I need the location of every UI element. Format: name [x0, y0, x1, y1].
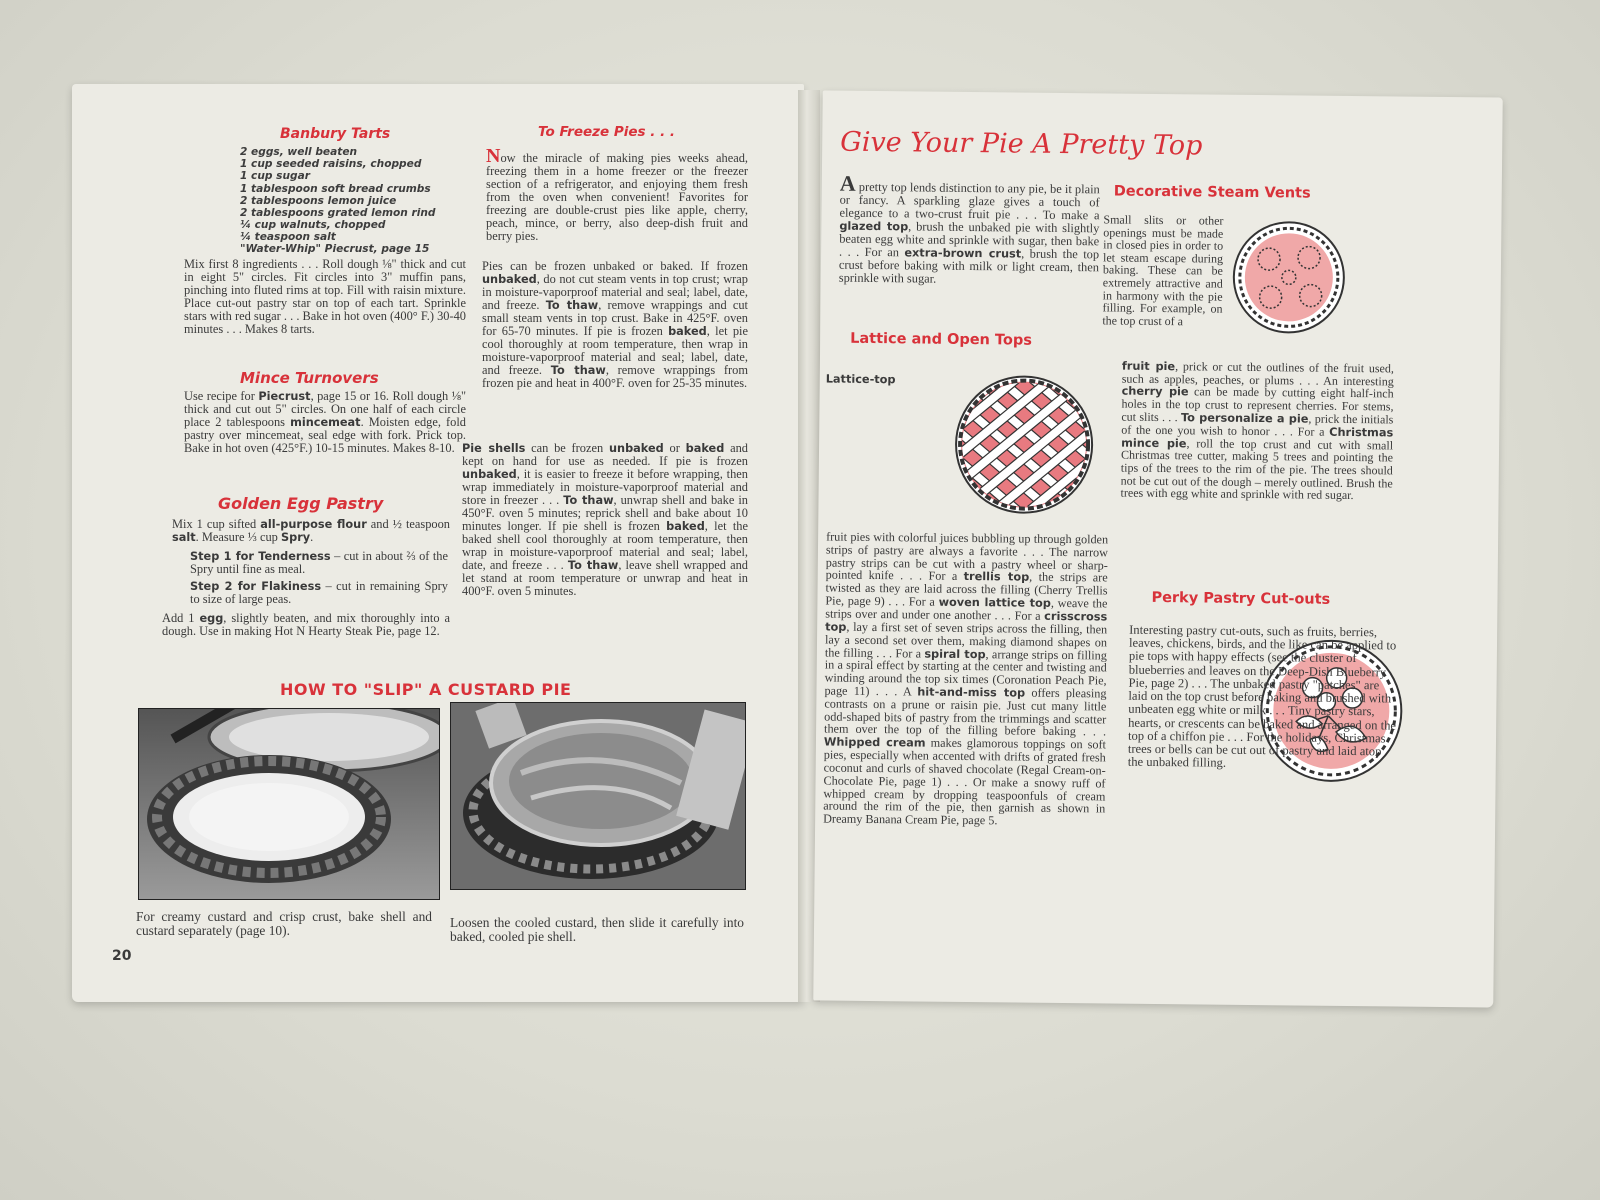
drop-cap-a: A [839, 170, 856, 196]
freeze-title: To Freeze Pies . . . [538, 124, 676, 140]
mince-title: Mince Turnovers [240, 369, 379, 387]
ingredient-item: 2 eggs, well beaten [240, 146, 358, 158]
ingredient-item: 1 tablespoon soft bread crumbs [240, 182, 431, 195]
ingredient-item: ¼ teaspoon salt [240, 231, 336, 244]
banbury-title: Banbury Tarts [280, 126, 391, 142]
right-page [813, 90, 1502, 1007]
ingredient-item: 2 tablespoons lemon juice [240, 194, 397, 207]
intro-text: A pretty top lends distinction to any pie, be it plain or fancy. A sparkling glaze gives a touch of elegance to a two-crust fruit pie . . . To make a glazed top, brush the unbaked pie with slightly beaten egg white and sprinkle with sugar, then bake . . . For an extra-brown crust, brush the top crust before baking with milk or light cream, then sprinkle with sugar. [838, 170, 1100, 286]
steam-title: Decorative Steam Vents [1113, 183, 1311, 202]
page-number: 20 [112, 948, 132, 964]
left-page [72, 84, 804, 1002]
drop-cap-n: N [486, 145, 501, 167]
lattice-title: Lattice and Open Tops [850, 330, 1032, 349]
ingredient-item: 1 cup seeded raisins, chopped [240, 158, 422, 171]
golden-step2: Step 2 for Flakiness – cut in remaining Spry to size of large peas. [190, 579, 448, 607]
freeze-para1: Now the miracle of making pies weeks ahead, freezing them in a home freezer or the freezer section of a refrigerator, and enjoying them fresh from the oven when convenient! Favorites for freezing are double-crust pies like apple, cherry, peach, mince, or berry, also deep-dish fruit and berry pies. [486, 145, 748, 244]
steam-vent-pie-icon [1230, 219, 1347, 336]
golden-add: Add 1 egg, slightly beaten, and mix thoroughly into a dough. Use in making Hot N Hearty Steak Pie, page 12. [162, 611, 450, 639]
custard-photo-1 [138, 708, 440, 900]
golden-title: Golden Egg Pastry [218, 494, 384, 513]
caption-2: Loosen the cooled custard, then slide it carefully into baked, cooled pie shell. [450, 915, 744, 945]
golden-intro: Mix 1 cup sifted all-purpose flour and ½ teaspoon salt. Measure ⅓ cup Spry. [172, 517, 450, 545]
freeze-para2: Pies can be frozen unbaked or baked. If frozen unbaked, do not cut steam vents in top crust; wrap in moisture-vaporproof material and seal; label, date, and freeze. To thaw, remove wrappings and cut small steam vents in top crust. Bake in 425°F. oven for 65-70 minutes. If pie is frozen baked, let pie cool thoroughly at room temperature, then wrap in moisture-vaporproof material and seal; label, date, and freeze. To thaw, remove wrappings from frozen pie and heat in 400°F. oven for 25-35 minutes. [482, 259, 749, 391]
ingredient-item: ¼ cup walnuts, chopped [240, 219, 386, 232]
banbury-method: Mix first 8 ingredients . . . Roll dough ⅛" thick and cut in eight 5" circles. Fit circles into 3" muffin pans, pinching into fluted rims at top. Fill with raisin mixture. Place cut-out pastry star on top of each tart. Sprinkle stars with red sugar . . . Bake in hot oven (400° F.) 30-40 minutes . . . Makes 8 tarts. [184, 257, 466, 337]
custard-photo-2 [450, 702, 746, 890]
cutouts-title: Perky Pastry Cut-outs [1151, 589, 1331, 608]
slip-title: HOW TO "SLIP" A CUSTARD PIE [280, 680, 572, 699]
steam-text-top: Small slits or other openings must be made in closed pies in order to let steam escape during baking. These can be extremely attractive and in harmony with the pie filling. For example, on the top crust of a [1102, 212, 1224, 328]
caption-1: For creamy custard and crisp crust, bake shell and custard separately (page 10). [136, 909, 432, 939]
steam-text: fruit pie, prick or cut the outlines of the fruit used, such as apples, peaches, or plums . . . An interesting cherry pie can be made by cutting eight half-inch holes in the top crust to represent cherries. For stems, cut slits . . . To personalize a pie, prick the initials of the one you wish to honor . . . For a Christmas mince pie, roll the top crust and cut with small Christmas tree cutter, making 5 trees and pointing the tips of the trees to the rim of the pie. The trees should not be cut out of the dough – merely outlined. Brush the trees with egg white and sprinkle with red sugar. [1120, 359, 1394, 503]
lattice-text-top: Lattice-top [825, 372, 896, 387]
banbury-ingredients [240, 146, 480, 256]
mince-text: Use recipe for Piecrust, page 15 or 16. Roll dough ⅛" thick and cut out 5" circles. On one half of each circle place 2 tablespoons mincemeat. Moisten edge, fold pastry over mincemeat, seal edge with fork. Prick top. Bake in hot oven (425°F.) 10-15 minutes. Makes 8-10. [184, 389, 467, 456]
golden-step1: Step 1 for Tenderness – cut in about ⅔ of the Spry until fine as meal. [190, 549, 448, 577]
right-page-title: Give Your Pie A Pretty Top [840, 126, 1203, 162]
cutouts-text: Interesting pastry cut-outs, such as fruits, berries, leaves, chickens, birds, and the like can be applied to pie tops with happy effects (see the cluster of blueberries and leaves on the Deep-Dish Blueberry Pie, page 2) . . . The unbaked pastry "patches" are laid on the top crust before baking and brushed with unbeaten egg white or milk . . . Tiny pastry stars, hearts, or crescents can be baked and arranged on the top of a chiffon pie . . . For the holidays, Christmas trees or bells can be cut out of pastry and laid atop the unbaked filling. [1127, 622, 1397, 770]
lattice-text: fruit pies with colorful juices bubbling up through golden strips of pastry are always a favorite . . . The narrow pastry strips can be cut with a pastry wheel or sharp-pointed knife . . . For a trellis top, the strips are twisted as they are laid across the filling (Cherry Trellis Pie, page 9) . . . For a woven lattice top, weave the strips over and under one another . . . For a crisscross top, lay a first set of seven strips across the filling, then lay a second set over them, making diamond shapes on the filling . . . For a spiral top, arrange strips on filling in a spiral effect by starting at the center and twisting and winding around the top six times (Coronation Peach Pie, page 11) . . . A hit-and-miss top offers pleasing contrasts on a prune or raisin pie. Just cut many little odd-shaped bits of pastry from the trimmings and scatter them over the top of the filling before baking . . . Whipped cream makes glamorous toppings on soft pies, especially when accented with drifts of grated fresh coconut and curls of shaved chocolate (Regal Cream-on-Chocolate Pie, page 1) . . . Or make a snowy ruff of whipped cream by dropping teaspoonfuls of cream around the rim of the pie, then garnish as shown in Dreamy Banana Cream Pie, page 5. [823, 529, 1109, 828]
lattice-pie-icon [948, 374, 1099, 516]
ingredient-item: 1 cup sugar [240, 170, 310, 183]
ingredient-item: "Water-Whip" Piecrust, page 15 [240, 243, 430, 256]
ingredient-item: 2 tablespoons grated lemon rind [240, 206, 436, 219]
freeze-para3: Pie shells can be frozen unbaked or baked and kept on hand for use as needed. If pie is frozen unbaked, it is easier to freeze it before wrapping, then wrap immediately in moisture-vaporproof material and store in freezer . . . To thaw, unwrap shell and bake in 450°F. oven 5 minutes; reprick shell and bake about 10 minutes longer. If pie shell is frozen baked, let the baked shell cool thoroughly at room temperature, then wrap in moisture-vaporproof material and seal; label, date, and freeze . . . To thaw, leave shell wrapped and let stand at room temperature or unwrap and heat in 400°F. oven 5 minutes. [462, 441, 748, 599]
